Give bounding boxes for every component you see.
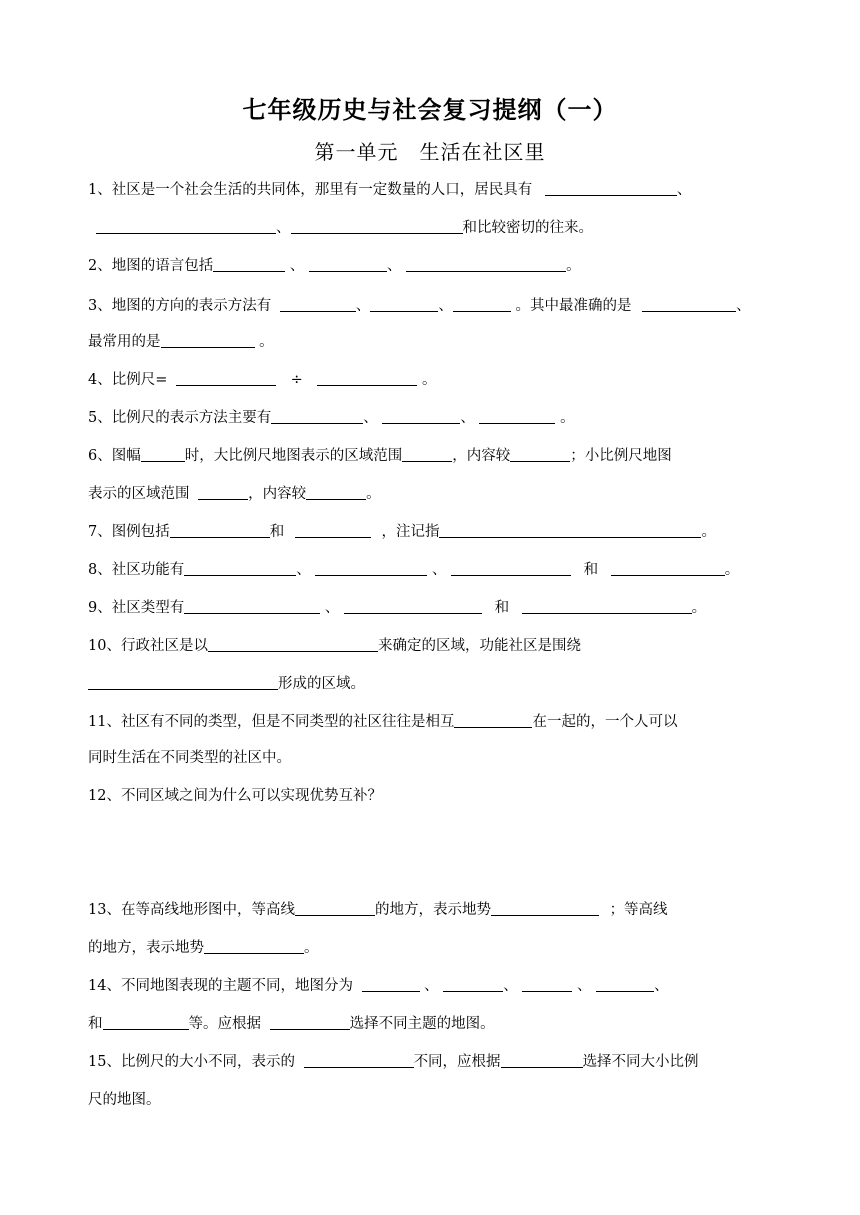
question-9 [88,598,706,618]
answer-blank[interactable] [454,712,532,728]
question-3-line-2 [88,332,274,352]
answer-blank[interactable] [370,296,438,312]
question-2-text: 2、地图的语言包括 [88,258,214,274]
punctuation: 。 [691,600,707,616]
punctuation: 、 [736,298,751,314]
question-15-text-2: 不同，应根据 [413,1054,501,1070]
answer-blank[interactable] [295,900,375,916]
punctuation: 。 [560,410,575,426]
question-2 [88,256,581,276]
answer-blank[interactable] [304,1052,414,1068]
question-13-text-3: ；等高线 [609,902,668,918]
question-6-text-6: ，内容较 [248,486,307,502]
punctuation: 、 [577,978,592,994]
answer-blank[interactable] [88,674,278,690]
question-13-line-1 [88,900,668,920]
question-12-text: 12、不同区域之间为什么可以实现优势互补？ [88,788,382,804]
answer-blank[interactable] [522,598,692,614]
answer-blank[interactable] [315,560,427,576]
question-3-text: 3、地图的方向的表示方法有 [88,298,272,314]
question-3-text-2: 最常用的是 [88,334,161,350]
answer-blank[interactable] [184,598,320,614]
question-11-text-3: 同时生活在不同类型的社区中。 [88,750,291,766]
punctuation: 、 [355,298,371,314]
question-13-line-2 [88,938,319,958]
answer-blank[interactable] [317,370,417,386]
answer-blank[interactable] [213,256,285,272]
question-4 [88,370,436,390]
punctuation: 。 [259,334,274,350]
answer-blank[interactable] [453,296,511,312]
answer-blank[interactable] [270,1014,350,1030]
question-8-and: 和 [583,562,599,578]
question-6-text-3: ，内容较 [452,448,511,464]
punctuation: 、 [654,978,669,994]
question-14-line-1 [88,976,669,996]
question-11-text-2: 在一起的，一个人可以 [532,714,678,730]
question-9-and: 和 [494,600,510,616]
question-15-line-1 [88,1052,699,1072]
punctuation: 、 [438,298,453,314]
question-10-text: 10、行政社区是以 [88,638,208,654]
punctuation: 、 [296,562,311,578]
question-14-text: 14、不同地图表现的主题不同，地图分为 [88,978,353,994]
answer-blank[interactable] [280,296,356,312]
question-7-text: 7、图例包括 [88,524,170,540]
answer-blank[interactable] [362,976,420,992]
answer-blank[interactable] [161,332,255,348]
question-3-text-mid: 。其中最准确的是 [515,298,632,314]
question-11-line-1 [88,712,677,732]
answer-blank[interactable] [642,296,736,312]
question-15-line-2 [88,1090,161,1110]
question-9-text: 9、社区类型有 [88,600,185,616]
question-5 [88,408,575,428]
question-6-text: 6、图幅 [88,448,141,464]
question-6-line-2 [88,484,381,504]
question-10-line-1 [88,636,581,656]
answer-blank[interactable] [176,370,276,386]
answer-blank[interactable] [382,408,460,424]
question-10-text-3: 形成的区域。 [278,676,365,692]
answer-blank[interactable] [479,408,555,424]
question-15-text-3: 选择不同大小比例 [582,1054,699,1070]
question-12 [88,786,382,806]
punctuation: 、 [289,258,305,274]
punctuation: 。 [366,486,381,502]
answer-blank[interactable] [306,484,366,500]
divide-sign: ÷ [290,372,303,388]
answer-blank[interactable] [309,256,387,272]
question-1-line-1 [88,180,691,200]
answer-blank[interactable] [491,900,599,916]
punctuation: 、 [363,410,378,426]
punctuation: 。 [724,562,740,578]
question-4-text: 4、比例尺= [88,372,168,388]
punctuation: 。 [701,524,716,540]
question-6-line-1 [88,446,672,466]
question-6-text-4: ；小比例尺地图 [570,448,672,464]
answer-blank[interactable] [295,522,371,538]
punctuation: 、 [386,258,402,274]
answer-blank[interactable] [451,560,571,576]
punctuation: 、 [424,978,439,994]
answer-blank[interactable] [402,446,452,462]
punctuation: 、 [676,182,692,198]
answer-blank[interactable] [545,180,677,196]
question-1-line-2 [96,218,593,238]
question-14-text-3: 选择不同主题的地图。 [349,1016,495,1032]
punctuation: 。 [421,372,437,388]
question-1-text-end: 和比较密切的往来。 [462,220,593,236]
answer-blank[interactable] [522,976,572,992]
answer-blank[interactable] [596,976,654,992]
answer-blank[interactable] [291,218,463,234]
question-1-text: 1、社区是一个社会生活的共同体，那里有一定数量的人口，居民具有 [88,182,533,198]
answer-blank[interactable] [611,560,725,576]
answer-blank[interactable] [103,1014,189,1030]
answer-blank[interactable] [141,446,185,462]
answer-blank[interactable] [204,938,304,954]
punctuation: 、 [460,410,475,426]
answer-blank[interactable] [439,522,701,538]
question-3-line-1 [88,296,751,316]
answer-blank[interactable] [184,560,296,576]
punctuation: 、 [276,220,291,236]
answer-blank[interactable] [170,522,270,538]
question-7-text-3: ，注记指 [381,524,440,540]
punctuation: 、 [503,978,518,994]
answer-blank[interactable] [344,598,482,614]
question-14-line-2 [88,1014,495,1034]
answer-blank[interactable] [443,976,503,992]
question-10-text-2: 来确定的区域，功能社区是围绕 [377,638,581,654]
question-11-line-2 [88,748,291,768]
question-14-and: 和 [88,1016,103,1032]
question-13-text-4: 的地方，表示地势 [88,940,204,956]
question-15-text: 15、比例尺的大小不同，表示的 [88,1054,295,1070]
answer-blank[interactable] [208,636,378,652]
page-title: 七年级历史与社会复习提纲（一） [242,96,618,124]
answer-blank[interactable] [501,1052,583,1068]
question-14-text-2: 等。应根据 [188,1016,261,1032]
question-6-text-2: 时，大比例尺地图表示的区域范围 [184,448,403,464]
answer-blank[interactable] [406,256,566,272]
question-7 [88,522,716,542]
question-6-text-5: 表示的区域范围 [88,486,190,502]
punctuation: 。 [304,940,319,956]
answer-blank[interactable] [198,484,248,500]
question-13-text-2: 的地方，表示地势 [374,902,491,918]
question-11-text: 11、社区有不同的类型，但是不同类型的社区往往是相互 [88,714,455,730]
answer-blank[interactable] [271,408,363,424]
question-5-text: 5、比例尺的表示方法主要有 [88,410,272,426]
punctuation: 、 [324,600,340,616]
question-15-text-4: 尺的地图。 [88,1092,161,1108]
question-8-text: 8、社区功能有 [88,562,185,578]
punctuation: 、 [431,562,447,578]
punctuation: 。 [566,258,581,274]
question-10-line-2 [88,674,365,694]
unit-title: 第一单元 生活在社区里 [314,140,546,164]
question-7-text-2: 和 [269,524,285,540]
question-8 [88,560,739,580]
answer-blank[interactable] [510,446,570,462]
answer-blank[interactable] [96,218,276,234]
question-13-text: 13、在等高线地形图中，等高线 [88,902,295,918]
